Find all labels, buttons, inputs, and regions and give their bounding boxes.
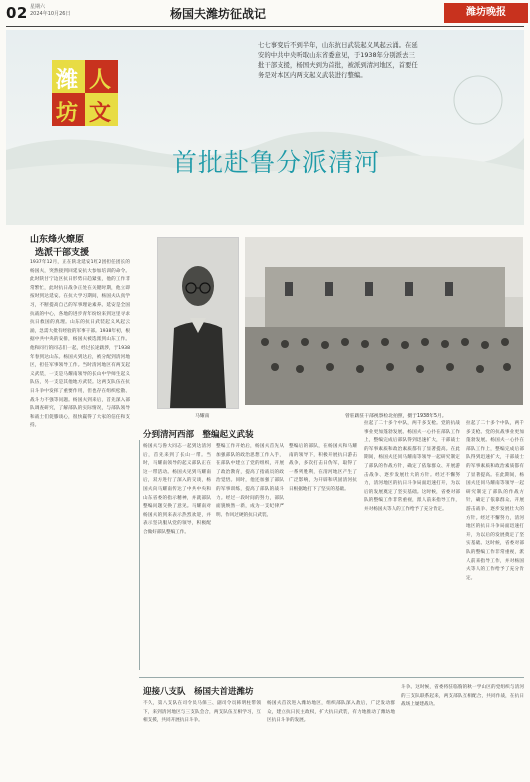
bottom-body-center: 杨国夫首次进入潍坊地区，组织部队深入敌后，广泛发动群众，建立抗日民主政权，扩大抗日武装，有力地推动了潍坊地区抗日斗争的发展。 bbox=[267, 701, 395, 724]
section-divider bbox=[139, 677, 524, 678]
logo-char-3: 坊 bbox=[56, 100, 79, 126]
left-column-body: 1937年12月，正在陕北延安1红2团担任团长的杨国夫，突然接到回延安抗大参加培训的命令。此时陕甘宁边区抗日形势日趋紧张，他的工作非常繁忙，此时抗日战争正处在关键时期，他立即按时到达延安。在抗大学习期间，杨国夫认真学习，不断提高自己的军事理论素养。延安是全国抗战的中心，各地的进步青年纷纷来到这里寻求抗日救国的真理。山东的抗日武装起义风起云涌，急需大批有经验的军事干部。1938年初，根据中共中央的安排，杨国夫被选派到山东工作。他和同行的同志们一起，经过长途跋涉，于1938年春到达山东。杨国夫到达后，被分配到清河地区，担任军事领导工作。当时清河地区有两支起义武装，一支是马耀南领导的长山中学师生起义队伍，另一支是其他地方武装。这两支队伍在抗日斗争中发挥了重要作用，但也存在组织松散、战斗力不强等问题。杨国夫到来后，首先深入部队调查研究，了解部队的实际情况，与部队领导和战士们促膝谈心，很快赢得了大家的信任和支持。 bbox=[30, 260, 130, 429]
date: 2024年10月26日 bbox=[30, 11, 71, 17]
middle-section-title: 分到清河西部 整编起义武装 bbox=[143, 430, 254, 440]
portrait-figure bbox=[158, 238, 238, 408]
hero-intro-text: 七七事变后不到半年，山东抗日武装起义风起云涌。在延安的中共中央听取山东省委意见，于1938年分别派去三批干部支援，杨国夫到为首批，被派到清河地区，首要任务是对本区内两支起义武装进行整编。 bbox=[258, 41, 418, 79]
logo-char-2: 人 bbox=[89, 67, 112, 93]
column-logo bbox=[52, 60, 118, 126]
main-headline: 首批赴鲁分派清河 bbox=[171, 148, 380, 177]
middle-body-left: 杨国夫与鲁大同志一起到达清河后，首先来到了长山一带。当时，马耀南领导的起义部队正在这一带活动。杨国夫见到马耀南后，双方进行了深入的交谈，杨国夫向马耀南传达了中共中央和山东省委的指示精神，并就部队整编问题交换了意见。马耀南对杨国夫的到来表示热烈欢迎，并表示坚决服从党的领导，积极配合做好部队整编工作。 bbox=[143, 444, 211, 535]
middle-body-right: 整编后的部队，在杨国夫和马耀南的领导下，积极开展抗日游击战争，多次打击日伪军，取得了一系列胜利，在清河地区产生了广泛影响，为开辟和巩固清河抗日根据地打下了坚实的基础。 bbox=[289, 444, 357, 492]
bottom-section-title: 迎接八支队 杨国夫首进潍坊 bbox=[143, 687, 254, 697]
newspaper-brand: 潍坊晚报 bbox=[444, 3, 528, 23]
logo-char-4: 文 bbox=[89, 100, 112, 126]
portrait-caption: 马耀南 bbox=[195, 414, 210, 419]
bottom-body-right: 斗争。这时候，省委将驻临朐的秋一学山区的党组织与清河的三支队联系起来，两支部队互相配合，共同作战，在抗日战场上屡建战功。 bbox=[401, 685, 524, 708]
right-column-body: 拉起了二十多个中队，两千多支枪。党的抗战事业更加蓬勃发展。杨国夫一心扑在部队工作上，整编完成后部队得到迅速扩大，干部战士的军事素质和政治素质都有了显著提高。在此期间，杨国夫还同马耀南等领导一起研究制定了部队的作战方针，确定了依靠群众、开展游击战争、逐步发展壮大的方针。经过不懈努力，清河地区的抗日斗争局面迅速打开，为以后的发展奠定了坚实基础。这时候，省委对部队的整编工作非常重视，派人前来指导工作，并对杨国夫等人的工作给予了充分肯定。 bbox=[364, 421, 460, 512]
troops-caption: 曾驻跋驻干部视察检北拍照，摄于1938年5月。 bbox=[345, 414, 447, 419]
troops-scene bbox=[245, 237, 523, 405]
troops-photo bbox=[245, 237, 523, 405]
middle-body-center: 整编工作开始后，杨国夫首先从加强部队的政治思想工作入手，在部队中建立了党的组织，开展了政治教育，提高了指战员的政治觉悟。同时，他还加强了部队的军事训练，提高了部队的战斗力。经过一段时间的努力，部队面貌焕然一新，成为一支纪律严明、作风过硬的抗日武装。 bbox=[216, 444, 284, 518]
left-title-line-1: 山东烽火燎原 bbox=[30, 235, 85, 245]
logo-char-1: 潍 bbox=[56, 67, 79, 93]
header-rule bbox=[6, 26, 524, 27]
portrait-photo bbox=[157, 237, 239, 409]
right-column-body-continued: 拉起了二十多个中队，两千多支枪。党的抗战事业更加蓬勃发展。杨国夫一心扑在部队工作上，整编完成后部队得到迅速扩大，干部战士的军事素质和政治素质都有了显著提高。在此期间，杨国夫还同马耀南等领导一起研究制定了部队的作战方针，确定了依靠群众、开展游击战争、逐步发展壮大的方针。经过不懈努力，清河地区的抗日斗争局面迅速打开，为以后的发展奠定了坚实基础。这时候，省委对部队的整编工作非常重视，派人前来指导工作，并对杨国夫等人的工作给予了充分肯定。 bbox=[466, 421, 524, 581]
issue-date bbox=[30, 4, 70, 18]
column-divider bbox=[139, 440, 140, 670]
section-title: 杨国夫潍坊征战记 bbox=[170, 7, 267, 21]
weekday: 星期六 bbox=[30, 4, 46, 10]
bottom-body-left: 不久，第八支队在司令员马保三、副司令员韩明柱带领下，来到清河地区与三支队会合，两支队伍互相学习，互相支援，共同开展抗日斗争。 bbox=[143, 701, 261, 724]
left-title-line-2: 选派干部支援 bbox=[35, 248, 90, 258]
page-number: 02 bbox=[6, 4, 28, 22]
